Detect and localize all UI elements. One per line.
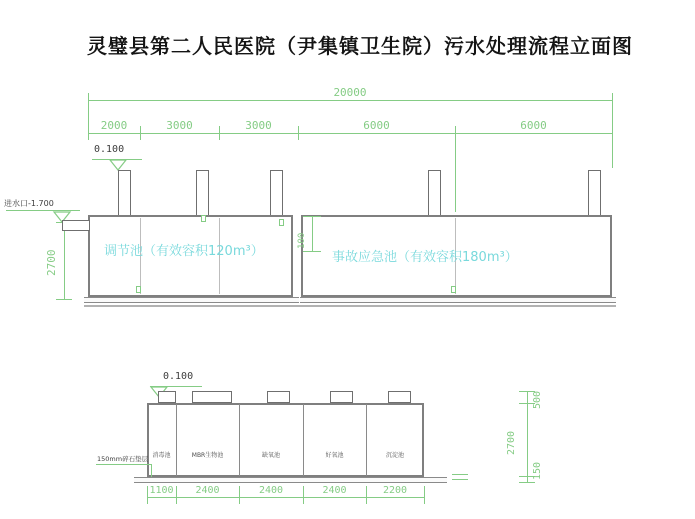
tank-wall [366,404,367,476]
vent-riser [270,170,283,216]
dim-500: 500 [532,390,543,409]
tank-wall [239,404,240,476]
extension-line-long [455,126,456,212]
dim-2400c: 2400 [322,485,347,496]
dim-1100: 1100 [149,485,174,496]
dim-2000: 2000 [100,119,128,132]
dim-2400a: 2400 [195,485,220,496]
dim-6000a: 6000 [363,119,390,132]
extension-line [424,486,425,504]
vent-riser [588,170,601,216]
tank-wall [176,404,177,476]
base-cushion-slab [134,477,447,483]
note-leader [96,464,152,465]
detail-square [201,215,206,222]
note-leader-drop [151,464,152,477]
vent-riser [192,391,232,403]
detail-square [136,286,141,293]
ground-line [84,305,616,307]
vent-riser [118,170,131,216]
dim-2700-upper: 2700 [45,249,58,276]
dim-3000b: 3000 [245,119,272,132]
cushion-note: 150mm碎石垫层 [97,455,149,463]
slab-mark [452,479,468,480]
compartment-label-1: 消毒池 [152,452,171,459]
treatment-tank-outline [147,403,424,477]
dim-2200: 2200 [382,485,408,496]
dim-tick [56,299,72,300]
drawing-title: 灵璧县第二人民医院（尹集镇卫生院）污水处理流程立面图 [87,36,633,58]
elevation-value-lower: 0.100 [163,371,194,382]
dim-line-total [88,100,612,101]
vent-riser [388,391,411,403]
dim-2700-lower: 2700 [506,430,517,455]
dim-6000b: 6000 [520,119,547,132]
elevation-value-upper: 0.100 [94,144,125,155]
vent-riser [330,391,353,403]
vent-riser [428,170,441,216]
dim-line-bottom [147,497,424,498]
dim-2400b: 2400 [258,485,284,496]
dim-line-segments [88,133,612,134]
inlet-pipe [62,220,90,231]
dim-tick [519,482,535,483]
dim-100: 100 [297,232,307,249]
dim-line-freeboard [312,216,313,252]
dim-line-depth-upper [64,222,65,300]
dim-3000a: 3000 [166,119,193,132]
slab-mark [452,474,468,475]
dim-tick [303,216,321,217]
dim-150: 150 [532,461,543,480]
extension-line [612,93,613,140]
compartment-label-5: 沉淀池 [385,452,404,459]
compartment-label-3: 缺氧池 [261,452,280,459]
regulating-tank-label: 调节池（有效容积120m³） [104,244,264,259]
tank-base-slab [84,297,299,303]
vent-riser [267,391,290,403]
emergency-tank-label: 事故应急池（有效容积180m³） [332,250,518,265]
dim-total-20000: 20000 [333,86,367,99]
dim-tick [303,251,321,252]
compartment-label-4: 好氧池 [325,452,344,459]
detail-square [451,286,456,293]
vent-riser [196,170,209,216]
compartment-label-2: MBR生物池 [191,452,224,459]
detail-square [279,219,284,226]
dim-line-height [527,391,528,483]
extension-line [612,140,613,168]
tank-wall [303,404,304,476]
vent-riser [158,391,176,403]
inlet-label: 进水口-1.700 [4,199,54,208]
tank-base-slab [300,297,616,303]
